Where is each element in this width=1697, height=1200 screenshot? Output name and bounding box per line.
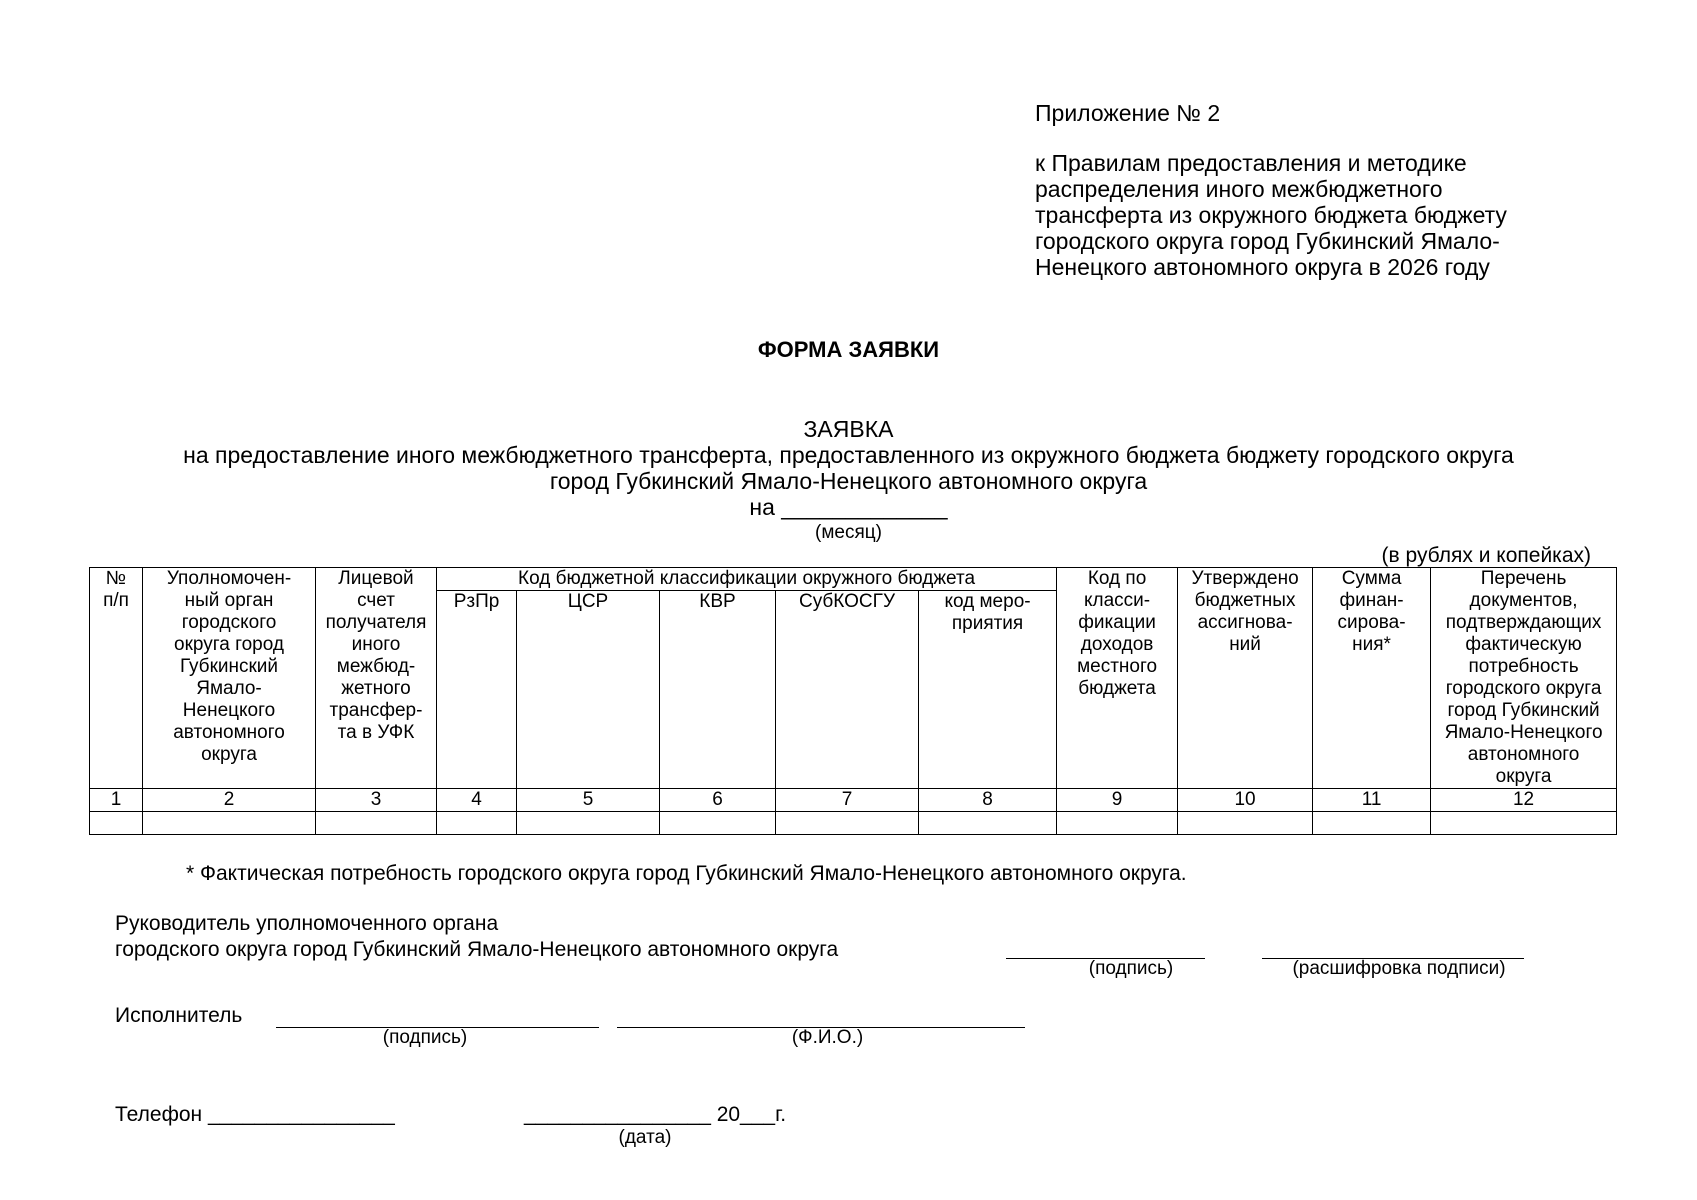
header-cell-6 [660, 591, 776, 789]
appendix-line: городского округа город Губкинский Ямало- [1035, 228, 1500, 254]
column-number: 5 [517, 789, 660, 812]
request-table [89, 567, 1617, 835]
request-title: ЗАЯВКА [803, 416, 894, 442]
header-cell-9 [1057, 568, 1178, 789]
head-signature-caption: (подпись) [1088, 958, 1174, 979]
header-text-line: РзПр [453, 591, 500, 613]
header-text-line: получателя [325, 612, 427, 633]
column-number: 3 [316, 789, 437, 812]
appendix-line: к Правилам предоставления и методике [1035, 150, 1467, 176]
header-text-line: п/п [103, 590, 129, 611]
column-number: 9 [1057, 789, 1178, 812]
phone-field: Телефон ________________ [115, 1103, 395, 1126]
header-text-line: счет [357, 590, 395, 611]
header-row-1 [90, 568, 1617, 591]
request-heading [0, 416, 1697, 520]
header-text-line: подтверждающих [1445, 612, 1602, 633]
header-text-line: автономного [173, 722, 285, 743]
table-cell[interactable] [437, 812, 517, 835]
table-cell[interactable] [1431, 812, 1617, 835]
header-text-line: округа [201, 744, 257, 765]
header-text-line: ния* [1352, 634, 1391, 655]
appendix-block [1035, 100, 1595, 280]
header-text-line: КВР [699, 591, 736, 613]
executor-name-caption: (Ф.И.О.) [791, 1027, 864, 1048]
head-label-line1: Руководитель уполномоченного органа [115, 912, 499, 935]
header-cell-12 [1431, 568, 1617, 789]
table-cell[interactable] [90, 812, 143, 835]
table-cell[interactable] [660, 812, 776, 835]
header-text-line: № [105, 568, 127, 589]
head-label [115, 911, 838, 963]
header-cell-3 [316, 568, 437, 789]
header-text-line: доходов [1080, 634, 1154, 655]
header-text-line: городского [181, 612, 277, 633]
header-text-line: ний [1229, 634, 1261, 655]
head-label-line2: городского округа город Губкинский Ямало-Ненецкого автономного округа [115, 938, 839, 961]
header-text-line: городского округа [1445, 678, 1602, 699]
header-text-line: Утверждено [1191, 568, 1299, 589]
header-text-line: Губкинский [179, 656, 279, 677]
header-text-line: фактическую [1465, 634, 1582, 655]
header-text-line: код меро- [944, 591, 1031, 613]
column-number: 12 [1431, 789, 1617, 812]
header-text-line: сирова- [1337, 612, 1406, 633]
header-text-line: Перечень [1480, 568, 1567, 589]
column-number: 6 [660, 789, 776, 812]
header-text-line: местного [1077, 656, 1158, 677]
column-number: 8 [919, 789, 1057, 812]
header-cell-10 [1178, 568, 1313, 789]
header-cell-5 [517, 591, 660, 789]
header-text-line: документов, [1469, 590, 1578, 611]
header-text-line: бюджетных [1194, 590, 1296, 611]
header-text-line: ный орган [184, 590, 274, 611]
header-text-line: Ненецкого [182, 700, 276, 721]
header-cell-11 [1313, 568, 1431, 789]
month-caption: (месяц) [815, 522, 882, 543]
header-cell-8 [919, 591, 1057, 789]
column-number: 2 [143, 789, 316, 812]
column-number: 7 [776, 789, 919, 812]
header-text-line: город Губкинский [1447, 700, 1600, 721]
column-number-row [90, 789, 1617, 812]
header-text-line: класси- [1084, 590, 1151, 611]
date-field: ________________ 20___г. [524, 1103, 787, 1126]
appendix-line: Ненецкого автономного округа в 2026 году [1035, 254, 1490, 280]
executor-label: Исполнитель [115, 1004, 243, 1027]
head-decoding-caption: (расшифровка подписи) [1292, 958, 1506, 979]
appendix-line: распределения иного межбюджетного [1035, 176, 1443, 202]
header-text-line: округа [1495, 766, 1552, 787]
header-text-line: Сумма [1341, 568, 1402, 589]
table-cell[interactable] [517, 812, 660, 835]
header-text-line: Ямало- [196, 678, 262, 699]
header-text-line: Код по [1087, 568, 1147, 589]
column-number: 1 [90, 789, 143, 812]
footnote: * Фактическая потребность городского округа город Губкинский Ямало-Ненецкого автономного округа. [186, 862, 1187, 885]
units-note: (в рублях и копейках) [1381, 544, 1591, 567]
form-title: ФОРМА ЗАЯВКИ [757, 337, 940, 362]
table-cell[interactable] [1057, 812, 1178, 835]
header-text-line: приятия [951, 613, 1024, 635]
table-cell[interactable] [919, 812, 1057, 835]
header-text-line: межбюд- [336, 656, 416, 677]
request-subtitle-line1: на предоставление иного межбюджетного трансферта, предоставленного из окружного бюджета бюджету городского округа [183, 442, 1514, 468]
appendix-number: Приложение № 2 [1035, 100, 1221, 126]
header-cell-1 [90, 568, 143, 789]
request-subtitle-line2: город Губкинский Ямало-Ненецкого автономного округа [549, 468, 1148, 494]
header-text-line: ассигнова- [1197, 612, 1293, 633]
column-number: 4 [437, 789, 517, 812]
header-cell-2 [143, 568, 316, 789]
header-text-line: бюджета [1078, 678, 1156, 699]
header-text-line: Лицевой [338, 568, 414, 589]
table-cell[interactable] [316, 812, 437, 835]
header-group-budget-classification: Код бюджетной классификации окружного бюджета [437, 568, 1057, 591]
date-caption: (дата) [618, 1127, 672, 1148]
appendix-line: трансферта из окружного бюджета бюджету [1035, 202, 1507, 228]
header-text-line: ЦСР [567, 591, 609, 613]
column-number: 11 [1313, 789, 1431, 812]
table-cell[interactable] [776, 812, 919, 835]
header-text-line: та в УФК [337, 722, 415, 743]
header-text-line: округа город [174, 634, 284, 655]
request-month-line: на _____________ [749, 494, 948, 520]
header-text-line: Уполномочен- [166, 568, 292, 589]
header-cell-7 [776, 591, 919, 789]
header-text-line: жетного [341, 678, 411, 699]
table-row-empty [90, 812, 1617, 835]
header-text-line: фикации [1078, 612, 1156, 633]
header-text-line: автономного [1467, 744, 1580, 765]
table-cell[interactable] [143, 812, 316, 835]
header-text-line: иного [351, 634, 401, 655]
table-cell[interactable] [1313, 812, 1431, 835]
header-cell-4 [437, 591, 517, 789]
executor-signature-caption: (подпись) [382, 1027, 468, 1048]
header-text-line: потребность [1468, 656, 1579, 677]
header-text-line: Ямало-Ненецкого [1444, 722, 1603, 743]
header-text-line: СубКОСГУ [798, 591, 896, 613]
header-text-line: финан- [1339, 590, 1404, 611]
column-number: 10 [1178, 789, 1313, 812]
header-text-line: трансфер- [329, 700, 423, 721]
table-cell[interactable] [1178, 812, 1313, 835]
